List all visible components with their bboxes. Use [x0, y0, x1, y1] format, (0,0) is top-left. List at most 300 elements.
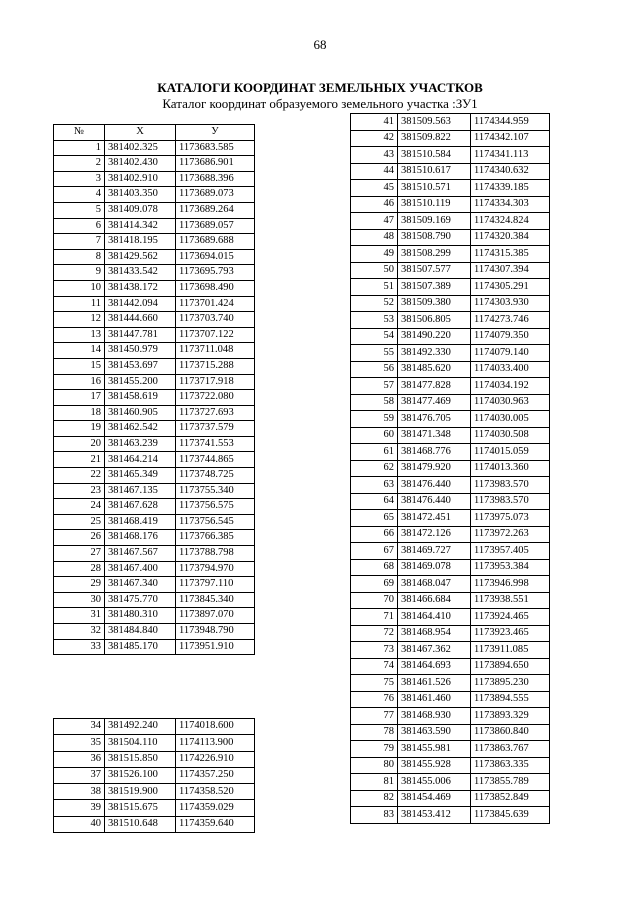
table-row	[54, 358, 255, 374]
coord-x: 381469.078	[398, 559, 471, 576]
point-number: 76	[351, 691, 398, 708]
table-row	[54, 561, 255, 577]
table-row	[351, 741, 550, 758]
coord-x: 381509.563	[398, 114, 471, 131]
coord-x: 381507.577	[398, 262, 471, 279]
coord-y: 1173893.329	[471, 708, 550, 725]
table-row	[54, 800, 255, 816]
coord-y: 1173951.910	[176, 639, 255, 655]
coord-y: 1173755.340	[176, 483, 255, 499]
coord-x: 381460.905	[105, 405, 176, 421]
table-row	[54, 390, 255, 406]
table-row	[54, 374, 255, 390]
point-number: 18	[54, 405, 105, 421]
coord-y: 1174334.303	[471, 196, 550, 213]
coord-y: 1173689.688	[176, 234, 255, 250]
table-row	[54, 639, 255, 655]
table-row	[54, 499, 255, 515]
table-row	[54, 719, 255, 735]
coord-x: 381509.380	[398, 295, 471, 312]
table-3-body	[351, 114, 550, 824]
coord-x: 381468.047	[398, 576, 471, 593]
table-row	[351, 180, 550, 197]
point-number: 19	[54, 421, 105, 437]
point-number: 9	[54, 265, 105, 281]
coord-x: 381515.675	[105, 800, 176, 816]
coord-x: 381468.954	[398, 625, 471, 642]
point-number: 4	[54, 187, 105, 203]
point-number: 83	[351, 807, 398, 824]
coordinates-table-2	[53, 718, 255, 833]
table-row	[54, 751, 255, 767]
table-row	[351, 675, 550, 692]
coord-y: 1174342.107	[471, 130, 550, 147]
coord-y: 1173683.585	[176, 140, 255, 156]
point-number: 55	[351, 345, 398, 362]
coord-y: 1173727.693	[176, 405, 255, 421]
point-number: 53	[351, 312, 398, 329]
coord-y: 1174034.192	[471, 378, 550, 395]
coord-y: 1173794.970	[176, 561, 255, 577]
table-row	[351, 625, 550, 642]
table-row	[351, 246, 550, 263]
point-number: 64	[351, 493, 398, 510]
table-row	[54, 468, 255, 484]
coord-x: 381414.342	[105, 218, 176, 234]
coord-y: 1173845.340	[176, 592, 255, 608]
point-number: 60	[351, 427, 398, 444]
coord-y: 1174015.059	[471, 444, 550, 461]
coord-y: 1174324.824	[471, 213, 550, 230]
table-row	[54, 577, 255, 593]
coord-y: 1173703.740	[176, 312, 255, 328]
point-number: 77	[351, 708, 398, 725]
point-number: 80	[351, 757, 398, 774]
coord-x: 381463.590	[398, 724, 471, 741]
point-number: 52	[351, 295, 398, 312]
coord-y: 1173894.650	[471, 658, 550, 675]
point-number: 31	[54, 608, 105, 624]
coord-x: 381458.619	[105, 390, 176, 406]
point-number: 81	[351, 774, 398, 791]
point-number: 59	[351, 411, 398, 428]
coord-y: 1174273.746	[471, 312, 550, 329]
coord-x: 381455.981	[398, 741, 471, 758]
coord-y: 1173924.465	[471, 609, 550, 626]
table-row	[54, 784, 255, 800]
table-row	[54, 767, 255, 783]
point-number: 21	[54, 452, 105, 468]
point-number: 16	[54, 374, 105, 390]
coord-x: 381476.440	[398, 493, 471, 510]
coord-y: 1174305.291	[471, 279, 550, 296]
point-number: 20	[54, 436, 105, 452]
page-subtitle: Каталог координат образуемого земельного участка :ЗУ1	[162, 96, 478, 111]
coord-x: 381461.526	[398, 675, 471, 692]
table-2-body	[54, 719, 255, 833]
coord-x: 381492.240	[105, 719, 176, 735]
point-number: 49	[351, 246, 398, 263]
coord-y: 1174320.384	[471, 229, 550, 246]
coord-y: 1173688.396	[176, 171, 255, 187]
coord-y: 1174307.394	[471, 262, 550, 279]
coord-y: 1174344.959	[471, 114, 550, 131]
point-number: 48	[351, 229, 398, 246]
point-number: 10	[54, 280, 105, 296]
table-row	[351, 510, 550, 527]
point-number: 11	[54, 296, 105, 312]
coord-y: 1173748.725	[176, 468, 255, 484]
point-number: 70	[351, 592, 398, 609]
coord-x: 381506.805	[398, 312, 471, 329]
point-number: 63	[351, 477, 398, 494]
point-number: 15	[54, 358, 105, 374]
coord-x: 381467.567	[105, 546, 176, 562]
coord-y: 1174315.385	[471, 246, 550, 263]
coord-y: 1173756.545	[176, 514, 255, 530]
coord-y: 1173911.085	[471, 642, 550, 659]
table-row	[351, 130, 550, 147]
point-number: 57	[351, 378, 398, 395]
table-row	[54, 514, 255, 530]
point-number: 65	[351, 510, 398, 527]
coord-y: 1173860.840	[471, 724, 550, 741]
point-number: 54	[351, 328, 398, 345]
coord-y: 1173707.122	[176, 327, 255, 343]
coord-x: 381472.126	[398, 526, 471, 543]
coord-x: 381403.350	[105, 187, 176, 203]
table-row	[351, 114, 550, 131]
coord-x: 381477.828	[398, 378, 471, 395]
table-row	[351, 493, 550, 510]
table-row	[351, 411, 550, 428]
point-number: 82	[351, 790, 398, 807]
table-row	[351, 147, 550, 164]
coord-y: 1174303.930	[471, 295, 550, 312]
coord-y: 1173698.490	[176, 280, 255, 296]
coord-x: 381480.310	[105, 608, 176, 624]
coord-y: 1173975.073	[471, 510, 550, 527]
coord-x: 381462.542	[105, 421, 176, 437]
coord-x: 381467.135	[105, 483, 176, 499]
point-number: 74	[351, 658, 398, 675]
coord-y: 1173957.405	[471, 543, 550, 560]
coord-y: 1173689.057	[176, 218, 255, 234]
point-number: 27	[54, 546, 105, 562]
coord-y: 1174359.640	[176, 816, 255, 832]
coord-y: 1173695.793	[176, 265, 255, 281]
coord-y: 1174013.360	[471, 460, 550, 477]
point-number: 1	[54, 140, 105, 156]
table-row	[54, 218, 255, 234]
coord-x: 381507.389	[398, 279, 471, 296]
coord-x: 381510.119	[398, 196, 471, 213]
coord-x: 381519.900	[105, 784, 176, 800]
coord-y: 1173722.080	[176, 390, 255, 406]
point-number: 40	[54, 816, 105, 832]
point-number: 7	[54, 234, 105, 250]
coord-y: 1173717.918	[176, 374, 255, 390]
table-row	[351, 361, 550, 378]
table-row	[351, 394, 550, 411]
table-row	[351, 691, 550, 708]
point-number: 17	[54, 390, 105, 406]
coord-x: 381510.571	[398, 180, 471, 197]
coord-x: 381455.006	[398, 774, 471, 791]
coord-y: 1173686.901	[176, 156, 255, 172]
coord-y: 1174339.185	[471, 180, 550, 197]
table-row	[54, 624, 255, 640]
table-row	[351, 807, 550, 824]
table-row	[54, 530, 255, 546]
point-number: 36	[54, 751, 105, 767]
point-number: 58	[351, 394, 398, 411]
coord-x: 381467.400	[105, 561, 176, 577]
table-row	[54, 249, 255, 265]
table-row	[54, 343, 255, 359]
column-header-y: У	[176, 125, 255, 141]
point-number: 44	[351, 163, 398, 180]
table-row	[351, 262, 550, 279]
point-number: 47	[351, 213, 398, 230]
table-row	[54, 171, 255, 187]
coord-x: 381438.172	[105, 280, 176, 296]
coord-x: 381450.979	[105, 343, 176, 359]
coord-y: 1173715.288	[176, 358, 255, 374]
coord-y: 1173946.998	[471, 576, 550, 593]
table-row	[54, 816, 255, 832]
coord-y: 1173863.335	[471, 757, 550, 774]
table-row	[351, 460, 550, 477]
table-row	[351, 345, 550, 362]
coord-y: 1173744.865	[176, 452, 255, 468]
coord-x: 381492.330	[398, 345, 471, 362]
coord-x: 381464.214	[105, 452, 176, 468]
point-number: 69	[351, 576, 398, 593]
table-row	[54, 234, 255, 250]
coord-x: 381510.584	[398, 147, 471, 164]
coord-y: 1174113.900	[176, 735, 255, 751]
point-number: 5	[54, 202, 105, 218]
coord-y: 1174358.520	[176, 784, 255, 800]
coord-x: 381508.790	[398, 229, 471, 246]
table-row	[351, 427, 550, 444]
coord-x: 381484.840	[105, 624, 176, 640]
table-row	[54, 202, 255, 218]
table-row	[54, 327, 255, 343]
point-number: 42	[351, 130, 398, 147]
coord-y: 1173895.230	[471, 675, 550, 692]
point-number: 75	[351, 675, 398, 692]
point-number: 25	[54, 514, 105, 530]
table-row	[54, 405, 255, 421]
point-number: 29	[54, 577, 105, 593]
point-number: 28	[54, 561, 105, 577]
point-number: 34	[54, 719, 105, 735]
coord-x: 381465.349	[105, 468, 176, 484]
coord-x: 381464.693	[398, 658, 471, 675]
table-row	[351, 378, 550, 395]
coord-x: 381468.176	[105, 530, 176, 546]
point-number: 6	[54, 218, 105, 234]
coord-y: 1173852.849	[471, 790, 550, 807]
point-number: 38	[54, 784, 105, 800]
coord-x: 381461.460	[398, 691, 471, 708]
coord-y: 1173923.465	[471, 625, 550, 642]
table-row	[351, 196, 550, 213]
table-1-body	[54, 140, 255, 655]
table-row	[351, 477, 550, 494]
point-number: 73	[351, 642, 398, 659]
coord-x: 381402.910	[105, 171, 176, 187]
table-row	[351, 526, 550, 543]
table-row	[351, 295, 550, 312]
point-number: 13	[54, 327, 105, 343]
table-row	[351, 559, 550, 576]
coord-x: 381468.419	[105, 514, 176, 530]
coord-x: 381467.340	[105, 577, 176, 593]
table-row	[351, 757, 550, 774]
page-title: КАТАЛОГИ КООРДИНАТ ЗЕМЕЛЬНЫХ УЧАСТКОВ	[157, 80, 483, 95]
coord-y: 1174359.029	[176, 800, 255, 816]
coord-y: 1174033.400	[471, 361, 550, 378]
table-row	[351, 658, 550, 675]
coord-y: 1174340.632	[471, 163, 550, 180]
point-number: 12	[54, 312, 105, 328]
table-row	[351, 724, 550, 741]
table-row	[54, 592, 255, 608]
coord-x: 381433.542	[105, 265, 176, 281]
coord-y: 1173855.789	[471, 774, 550, 791]
coord-y: 1173983.570	[471, 493, 550, 510]
coord-y: 1174341.113	[471, 147, 550, 164]
table-row	[54, 265, 255, 281]
point-number: 33	[54, 639, 105, 655]
coord-y: 1174357.250	[176, 767, 255, 783]
coord-y: 1174030.005	[471, 411, 550, 428]
coord-y: 1173741.553	[176, 436, 255, 452]
coord-x: 381468.776	[398, 444, 471, 461]
coord-y: 1173701.424	[176, 296, 255, 312]
point-number: 61	[351, 444, 398, 461]
point-number: 2	[54, 156, 105, 172]
coord-y: 1173983.570	[471, 477, 550, 494]
coord-x: 381467.362	[398, 642, 471, 659]
coord-y: 1173689.264	[176, 202, 255, 218]
point-number: 32	[54, 624, 105, 640]
coord-x: 381466.684	[398, 592, 471, 609]
coord-y: 1174226.910	[176, 751, 255, 767]
table-row	[54, 421, 255, 437]
table-row	[54, 608, 255, 624]
coord-y: 1173711.048	[176, 343, 255, 359]
coord-x: 381526.100	[105, 767, 176, 783]
coord-x: 381467.628	[105, 499, 176, 515]
coord-x: 381464.410	[398, 609, 471, 626]
coord-y: 1173953.384	[471, 559, 550, 576]
table-row	[54, 483, 255, 499]
coordinates-table-1	[53, 124, 255, 655]
coord-x: 381409.078	[105, 202, 176, 218]
table-row	[54, 140, 255, 156]
coord-x: 381447.781	[105, 327, 176, 343]
coord-y: 1173788.798	[176, 546, 255, 562]
coord-x: 381477.469	[398, 394, 471, 411]
table-row	[351, 609, 550, 626]
table-row	[54, 312, 255, 328]
point-number: 23	[54, 483, 105, 499]
table-row	[351, 543, 550, 560]
point-number: 8	[54, 249, 105, 265]
coord-x: 381469.727	[398, 543, 471, 560]
point-number: 79	[351, 741, 398, 758]
coord-x: 381485.170	[105, 639, 176, 655]
coord-x: 381463.239	[105, 436, 176, 452]
table-row	[54, 452, 255, 468]
table-row	[351, 163, 550, 180]
page-number: 68	[313, 37, 327, 52]
table-row	[54, 187, 255, 203]
coord-x: 381490.220	[398, 328, 471, 345]
table-row	[351, 576, 550, 593]
coord-y: 1173972.263	[471, 526, 550, 543]
point-number: 71	[351, 609, 398, 626]
point-number: 67	[351, 543, 398, 560]
coord-y: 1174079.140	[471, 345, 550, 362]
point-number: 62	[351, 460, 398, 477]
table-row	[351, 229, 550, 246]
table-header-row	[54, 125, 255, 141]
point-number: 22	[54, 468, 105, 484]
coord-y: 1173897.070	[176, 608, 255, 624]
table-row	[351, 774, 550, 791]
coord-x: 381476.440	[398, 477, 471, 494]
coord-y: 1173689.073	[176, 187, 255, 203]
point-number: 46	[351, 196, 398, 213]
coord-x: 381479.920	[398, 460, 471, 477]
point-number: 78	[351, 724, 398, 741]
point-number: 45	[351, 180, 398, 197]
coord-x: 381509.822	[398, 130, 471, 147]
table-row	[54, 280, 255, 296]
table-row	[351, 279, 550, 296]
coord-y: 1174030.508	[471, 427, 550, 444]
coord-x: 381454.469	[398, 790, 471, 807]
coord-y: 1173797.110	[176, 577, 255, 593]
coordinates-table-3	[350, 113, 550, 824]
table-row	[351, 213, 550, 230]
coord-x: 381429.562	[105, 249, 176, 265]
table-row	[351, 642, 550, 659]
point-number: 41	[351, 114, 398, 131]
point-number: 24	[54, 499, 105, 515]
coord-x: 381455.200	[105, 374, 176, 390]
point-number: 26	[54, 530, 105, 546]
table-row	[351, 444, 550, 461]
coord-x: 381471.348	[398, 427, 471, 444]
coord-y: 1173694.015	[176, 249, 255, 265]
coord-x: 381442.094	[105, 296, 176, 312]
coord-y: 1173845.639	[471, 807, 550, 824]
table-row	[54, 156, 255, 172]
table-row	[54, 546, 255, 562]
coord-y: 1173863.767	[471, 741, 550, 758]
coord-y: 1173766.385	[176, 530, 255, 546]
coord-x: 381475.770	[105, 592, 176, 608]
point-number: 3	[54, 171, 105, 187]
coord-y: 1174018.600	[176, 719, 255, 735]
column-header-number: №	[54, 125, 105, 141]
